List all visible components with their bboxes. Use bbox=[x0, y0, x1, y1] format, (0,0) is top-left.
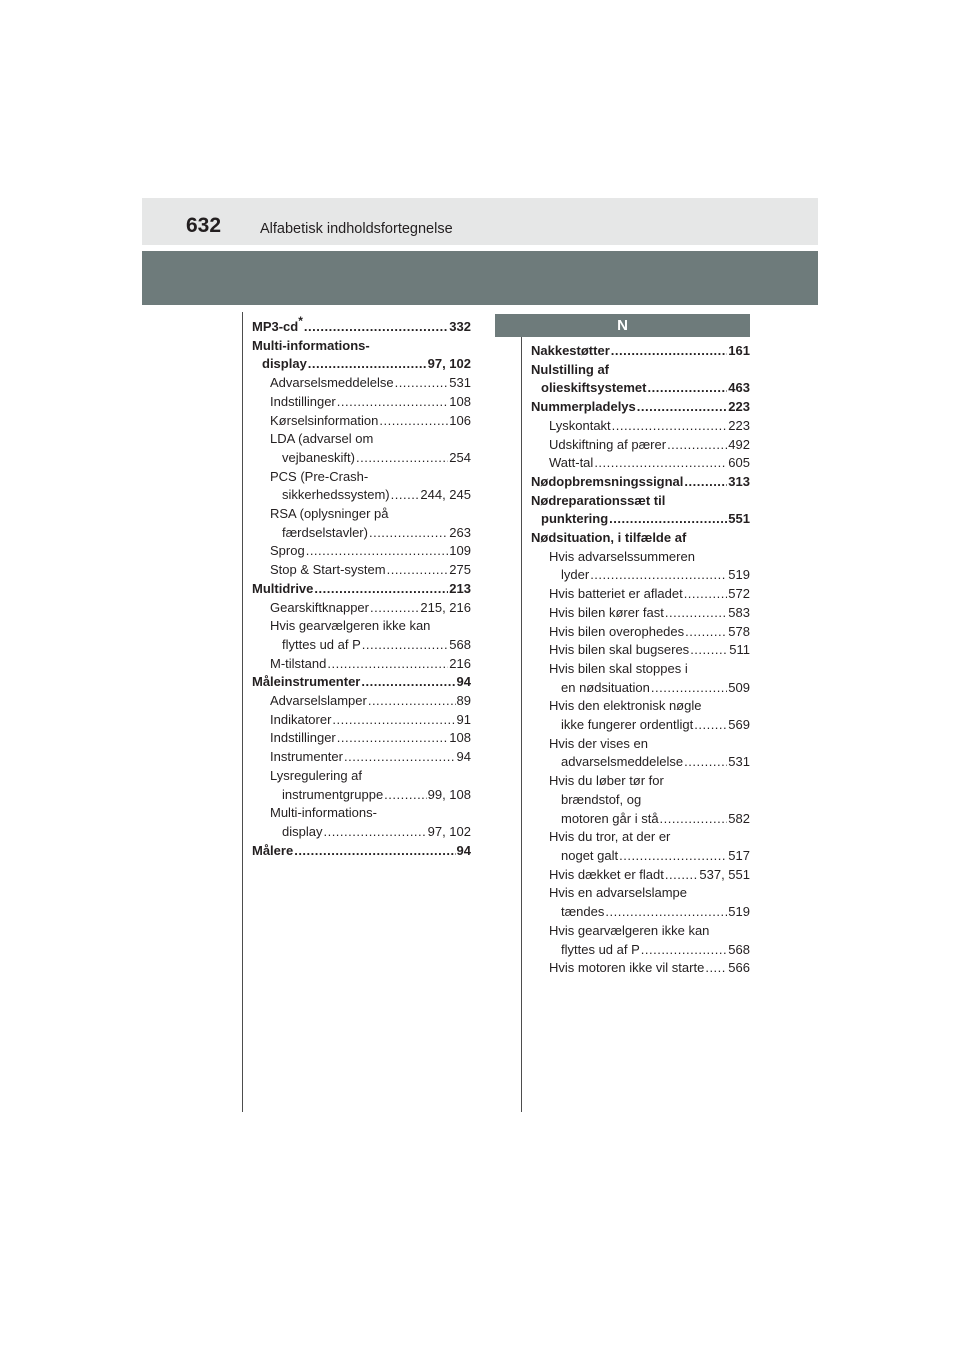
index-term: Hvis bilen skal stoppes i bbox=[549, 660, 688, 676]
index-subentry bbox=[252, 748, 471, 767]
index-page-ref[interactable]: 223 bbox=[728, 417, 750, 433]
asterisk-mark: * bbox=[298, 314, 303, 328]
index-term: PCS (Pre-Crash- bbox=[270, 468, 369, 484]
index-subentry bbox=[531, 847, 750, 866]
index-term: Hvis motoren ikke vil starte bbox=[549, 960, 705, 976]
index-term: Watt-tal bbox=[549, 455, 594, 471]
index-term: Hvis gearvælgeren ikke kan bbox=[270, 618, 431, 634]
index-page-ref[interactable]: 263 bbox=[449, 524, 471, 540]
index-term: Målere bbox=[252, 842, 294, 858]
index-page-ref[interactable]: 519 bbox=[728, 567, 750, 583]
index-term: Hvis en advarselslampe bbox=[549, 885, 688, 901]
index-entry bbox=[252, 580, 471, 599]
index-page-ref[interactable]: 517 bbox=[728, 847, 750, 863]
index-page-ref[interactable]: 216 bbox=[449, 655, 471, 671]
right-column-divider bbox=[521, 337, 522, 1112]
index-term: lyder bbox=[561, 567, 590, 583]
index-term: Hvis bilen kører fast bbox=[549, 604, 664, 620]
page-number: 632 bbox=[186, 214, 222, 237]
index-page-ref[interactable]: 213 bbox=[449, 580, 471, 596]
index-subentry bbox=[252, 655, 471, 674]
index-term: Lysregulering af bbox=[270, 767, 363, 783]
index-term: Hvis du løber tør for bbox=[549, 773, 664, 789]
index-page-ref[interactable]: 583 bbox=[728, 604, 750, 620]
index-term: Måleinstrumenter bbox=[252, 674, 361, 690]
index-term: Hvis gearvælgeren ikke kan bbox=[549, 922, 710, 938]
index-term: olieskiftsystemet bbox=[541, 380, 647, 396]
index-page-ref[interactable]: 89 bbox=[456, 693, 471, 709]
index-term: tændes bbox=[561, 904, 605, 920]
index-page-ref[interactable]: 108 bbox=[449, 393, 471, 409]
index-subentry bbox=[531, 566, 750, 585]
index-subentry bbox=[252, 729, 471, 748]
index-subentry bbox=[252, 542, 471, 561]
index-term: Hvis der vises en bbox=[549, 735, 648, 751]
index-subentry bbox=[531, 941, 750, 960]
index-term: Multi-informations- bbox=[270, 805, 377, 821]
header-band bbox=[142, 198, 818, 245]
index-subentry bbox=[252, 786, 471, 805]
index-page-ref[interactable]: 108 bbox=[449, 730, 471, 746]
index-subentry bbox=[252, 561, 471, 580]
index-page-ref[interactable]: 568 bbox=[728, 941, 750, 957]
index-term: Hvis batteriet er afladet bbox=[549, 586, 683, 602]
index-page-ref[interactable]: 94 bbox=[456, 749, 471, 765]
index-page-ref[interactable]: 582 bbox=[728, 810, 750, 826]
index-subentry bbox=[531, 604, 750, 623]
index-column-left bbox=[252, 314, 471, 860]
index-page-ref[interactable]: 569 bbox=[728, 717, 750, 733]
index-term: Indstillinger bbox=[270, 730, 336, 746]
index-term: Stop & Start-system bbox=[270, 562, 386, 578]
index-term: Hvis den elektronisk nøgle bbox=[549, 698, 702, 714]
index-subentry bbox=[531, 623, 750, 642]
index-term: Nakkestøtter bbox=[531, 343, 610, 358]
index-term: Multidrive bbox=[252, 580, 314, 596]
index-page-ref[interactable]: 99, 108 bbox=[427, 786, 471, 802]
index-entry bbox=[531, 398, 750, 417]
index-page-ref[interactable]: 531 bbox=[449, 375, 471, 391]
index-term: Nødopbremsningssignal bbox=[531, 473, 684, 489]
index-term: punktering bbox=[541, 511, 609, 527]
index-term: LDA (advarsel om bbox=[270, 431, 374, 447]
index-entry bbox=[531, 379, 750, 398]
index-term: Indikatorer bbox=[270, 711, 332, 727]
index-subentry bbox=[252, 711, 471, 730]
index-page-ref[interactable]: 97, 102 bbox=[427, 823, 471, 839]
index-page-ref[interactable]: 94 bbox=[456, 842, 471, 858]
index-term: Lyskontakt bbox=[549, 417, 611, 433]
index-page-ref[interactable]: 91 bbox=[456, 711, 471, 727]
index-subentry bbox=[531, 454, 750, 473]
index-subentry bbox=[252, 486, 471, 505]
index-term: flyttes ud af P bbox=[561, 941, 640, 957]
index-term: MP3-cd* bbox=[252, 314, 303, 334]
index-page-ref[interactable]: 161 bbox=[728, 343, 750, 358]
index-term: sikkerhedssystem) bbox=[282, 487, 390, 503]
index-term: noget galt bbox=[561, 847, 619, 863]
index-subentry bbox=[531, 810, 750, 829]
index-term: Udskiftning af pærer bbox=[549, 436, 667, 452]
index-page-ref[interactable]: 313 bbox=[728, 473, 750, 489]
index-subentry bbox=[252, 636, 471, 655]
index-subentry bbox=[531, 716, 750, 735]
index-subentry bbox=[252, 449, 471, 468]
index-page-ref[interactable]: 492 bbox=[728, 436, 750, 452]
index-term: Nummerpladelys bbox=[531, 399, 636, 415]
index-term: Hvis bilen skal bugseres bbox=[549, 642, 690, 658]
index-term: M-tilstand bbox=[270, 655, 327, 671]
index-term: brændstof, og bbox=[561, 791, 642, 807]
index-page-ref[interactable]: 109 bbox=[449, 543, 471, 559]
index-page-ref[interactable]: 551 bbox=[728, 511, 750, 527]
index-subentry bbox=[531, 641, 750, 660]
index-entry bbox=[252, 355, 471, 374]
index-entry bbox=[252, 673, 471, 692]
index-subentry bbox=[531, 959, 750, 978]
index-page-ref[interactable]: 568 bbox=[449, 636, 471, 652]
index-entry bbox=[531, 473, 750, 492]
index-page-ref[interactable]: 97, 102 bbox=[427, 356, 471, 372]
index-entry bbox=[252, 314, 471, 337]
index-subentry bbox=[252, 823, 471, 842]
index-page-ref[interactable]: 578 bbox=[728, 623, 750, 639]
section-band bbox=[142, 251, 818, 305]
index-subentry bbox=[531, 903, 750, 922]
index-column-right bbox=[531, 342, 750, 978]
index-entry bbox=[531, 510, 750, 529]
index-term: Nødreparationssæt til bbox=[531, 492, 666, 508]
index-subentry bbox=[252, 412, 471, 431]
index-term: vejbaneskift) bbox=[282, 449, 355, 465]
index-term: Instrumenter bbox=[270, 749, 343, 765]
index-term: Nulstilling af bbox=[531, 361, 609, 377]
index-term: Hvis bilen overophedes bbox=[549, 623, 685, 639]
left-column-divider bbox=[242, 312, 243, 1112]
index-subentry bbox=[531, 679, 750, 698]
index-subentry bbox=[252, 374, 471, 393]
index-subentry bbox=[531, 585, 750, 604]
page-title: Alfabetisk indholdsfortegnelse bbox=[260, 221, 453, 237]
index-page-ref[interactable]: 531 bbox=[728, 754, 750, 770]
index-subentry bbox=[252, 599, 471, 618]
index-page-ref[interactable]: 537, 551 bbox=[699, 866, 750, 882]
index-term: ikke fungerer ordentligt bbox=[561, 717, 694, 733]
index-page-ref[interactable]: 509 bbox=[728, 679, 750, 695]
index-page-ref[interactable]: 244, 245 bbox=[420, 487, 471, 503]
index-term: flyttes ud af P bbox=[282, 636, 361, 652]
index-page-ref[interactable]: 332 bbox=[449, 319, 471, 334]
index-page-ref[interactable]: 275 bbox=[449, 562, 471, 578]
index-term: Sprog bbox=[270, 543, 305, 559]
index-term: display bbox=[282, 823, 323, 839]
index-term: Hvis advarselssummeren bbox=[549, 548, 695, 564]
index-subentry bbox=[531, 866, 750, 885]
section-letter-heading: N bbox=[495, 314, 750, 337]
index-term: Hvis dækket er fladt bbox=[549, 866, 664, 882]
index-subentry bbox=[531, 436, 750, 455]
index-term: Hvis du tror, at der er bbox=[549, 829, 671, 845]
index-subentry bbox=[531, 753, 750, 772]
index-term: motoren går i stå bbox=[561, 810, 659, 826]
index-page-ref[interactable]: 223 bbox=[728, 399, 750, 415]
index-subentry bbox=[252, 524, 471, 543]
index-term: Gearskiftknapper bbox=[270, 599, 369, 615]
index-subentry bbox=[252, 692, 471, 711]
index-term: Kørselsinformation bbox=[270, 412, 379, 428]
index-subentry bbox=[531, 417, 750, 436]
index-subentry bbox=[252, 393, 471, 412]
index-entry bbox=[531, 342, 750, 361]
index-page-ref[interactable]: 254 bbox=[449, 449, 471, 465]
index-term: RSA (oplysninger på bbox=[270, 506, 389, 522]
index-term: instrumentgruppe bbox=[282, 786, 384, 802]
index-term: display bbox=[262, 356, 307, 372]
index-term: Advarselslamper bbox=[270, 693, 367, 709]
index-term: Nødsituation, i tilfælde af bbox=[531, 530, 687, 546]
index-term: en nødsituation bbox=[561, 679, 650, 695]
index-page-ref[interactable]: 511 bbox=[729, 642, 750, 658]
index-page-ref[interactable]: 572 bbox=[728, 586, 750, 602]
index-page-ref[interactable]: 215, 216 bbox=[420, 599, 471, 615]
index-page-ref[interactable]: 106 bbox=[449, 412, 471, 428]
index-term: advarselsmeddelelse bbox=[561, 754, 684, 770]
index-term: Advarselsmeddelelse bbox=[270, 375, 394, 391]
index-page-ref[interactable]: 519 bbox=[728, 904, 750, 920]
index-term: færdselstavler) bbox=[282, 524, 368, 540]
index-page-ref[interactable]: 566 bbox=[728, 960, 750, 976]
index-page-ref[interactable]: 94 bbox=[456, 674, 471, 690]
index-term: Indstillinger bbox=[270, 393, 336, 409]
index-page-ref[interactable]: 605 bbox=[728, 455, 750, 471]
index-entry bbox=[252, 842, 471, 861]
index-page-ref[interactable]: 463 bbox=[728, 380, 750, 396]
index-term: Multi-informations- bbox=[252, 337, 370, 353]
